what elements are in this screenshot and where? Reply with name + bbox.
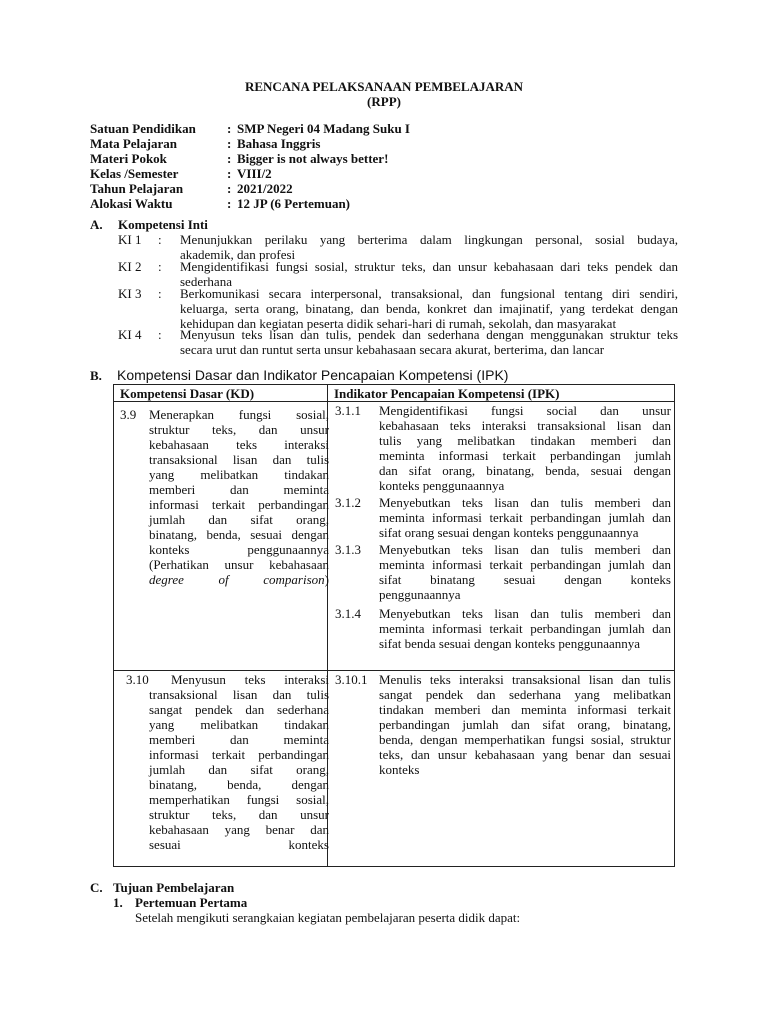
- section-a-heading: A. Kompetensi Inti: [90, 217, 208, 232]
- section-b-heading: B. Kompetensi Dasar dan Indikator Pencapaian Kompetensi (IPK): [90, 367, 509, 383]
- table-header-divider: [114, 401, 674, 402]
- intro-text: Setelah mengikuti serangkaian kegiatan pembelajaran peserta didik dapat:: [135, 910, 521, 925]
- header-kd: Kompetensi Dasar (KD): [120, 386, 255, 401]
- identity-row: Tahun Pelajaran : 2021/2022: [90, 181, 293, 196]
- section-c-heading: C. Tujuan Pembelajaran: [90, 880, 235, 895]
- header-ipk: Indikator Pencapaian Kompetensi (IPK): [334, 386, 560, 401]
- kd-ipk-table: Kompetensi Dasar (KD) Indikator Pencapaian Kompetensi (IPK) 3.9 Menerapkan fungsi sosial, struktur teks, dan unsur kebahasaan teks interaksi transaksional lisan dan tulis yang melibatkan tindakan memberi dan meminta informasi terkait perbandingan jumlah dan sifat orang, binatang, benda, sesuai dengan konteks penggunaannya (Perhatikan unsur kebahasaan degree of comparison) 3.1.1 Mengidentifikasi fungsi social dan unsur kebahasaan teks interaksi transaksional lisan dan tulis yang melibatkan tindakan memberi dan meminta informasi terkait perbandingan jumlah dan sifat orang, binatang, benda, sesuai dengan konteks penggunaannya 3.1.2 Menyebutkan teks lisan dan tulis memberi dan meminta informasi terkait perbandingan jumlah dan sifat orang sesuai dengan konteks penggunaannya 3.1.3 Menyebutkan teks lisan dan tulis memberi dan meminta informasi terkait perbandingan jumlah dan sifat binatang sesuai dengan konteks penggunaannya 3.1.4 Menyebutkan teks lisan dan tulis memberi dan meminta informasi terkait perbandingan jumlah dan sifat benda sesuai dengan konteks penggunaannya 3.10 Menyusun teks interaksi transaksional lisan dan tulis sangat pendek dan sederhana yang melibatkan tindakan memberi dan meminta informasi terkait perbandingan jumlah dan sifat orang, binatang, benda, dengan memperhatikan fungsi sosial, struktur teks, dan unsur kebahasaan yang benar dan sesuai konteks 3.10.1 Menulis teks interaksi transaksional lisan dan tulis sangat pendek dan sederhana yang melibatkan tindakan memberi dan meminta informasi terkait perbandingan jumlah dan sifat orang, binatang, benda, dengan memperhatikan fungsi sosial, struktur teks, dan unsur kebahasaan yang benar dan sesuai konteks: [113, 384, 675, 867]
- subheading-pertemuan-pertama: 1. Pertemuan Pertama: [113, 895, 248, 910]
- rpp-page: RENCANA PELAKSANAAN PEMBELAJARAN (RPP) Satuan Pendidikan : SMP Negeri 04 Madang Suku I Mata Pelajaran : Bahasa Inggris Materi Pokok : Bigger is not always better! Kelas /Semester : VIII/2 Tahun Pelajaran : 2021/2022 Alokasi Waktu : 12 JP (6 Pertemuan) A. Kompetensi Inti KI 1 : Menunjukkan perilaku yang berterima dalam lingkungan personal, sosial budaya, akademik, dan profesi KI 2 : Mengidentifikasi fungsi sosial, struktur teks, dan unsur kebahasaan dari teks pendek dan sederhana KI 3 : Berkomunikasi secara interpersonal, transaksional, dan fungsional tentang diri sendiri, keluarga, serta orang, binatang, dan benda, konkret dan imajinatif, yang terdekat dengan kehidupan dan kegiatan peserta didik sehari-hari di rumah, sekolah, dan masyarakat KI 4 : Menyusun teks lisan dan tulis, pendek dan sederhana dengan menggunakan struktur teks secara urut dan runtut serta unsur kebahasaan secara akurat, berterima, dan lancar B. Kompetensi Dasar dan Indikator Pencapaian Kompetensi (IPK) Kompetensi Dasar (KD) Indikator Pencapaian Kompetensi (IPK) 3.9 Menerapkan fungsi sosial, struktur teks, dan unsur kebahasaan teks interaksi transaksional lisan dan tulis yang melibatkan tindakan memberi dan meminta informasi terkait perbandingan jumlah dan sifat orang, binatang, benda, sesuai dengan konteks penggunaannya (Perhatikan unsur kebahasaan degree of comparison) 3.1.1 Mengidentifikasi fungsi social dan unsur kebahasaan teks interaksi transaksional lisan dan tulis yang melibatkan tindakan memberi dan meminta informasi terkait perbandingan jumlah dan sifat orang, binatang, benda, sesuai dengan konteks penggunaannya 3.1.2 Menyebutkan teks lisan dan tulis memberi dan meminta informasi terkait perbandingan jumlah dan sifat orang sesuai dengan konteks penggunaannya 3.1.3 Menyebutkan teks lisan dan tulis memberi dan meminta informasi terkait perbandingan jumlah dan sifat binatang sesuai dengan konteks penggunaannya 3.1.4 Menyebutkan teks lisan dan tulis memberi dan meminta informasi terkait perbandingan jumlah dan sifat benda sesuai dengan konteks penggunaannya 3.10 Menyusun teks interaksi transaksional lisan dan tulis sangat pendek dan sederhana yang melibatkan tindakan memberi dan meminta informasi terkait perbandingan jumlah dan sifat orang, binatang, benda, dengan memperhatikan fungsi sosial, struktur teks, dan unsur kebahasaan yang benar dan sesuai konteks 3.10.1 Menulis teks interaksi transaksional lisan dan tulis sangat pendek dan sederhana yang melibatkan tindakan memberi dan meminta informasi terkait perbandingan jumlah dan sifat orang, binatang, benda, dengan memperhatikan fungsi sosial, struktur teks, dan unsur kebahasaan yang benar dan sesuai konteks C. Tujuan Pembelajaran 1. Pertemuan Pertama Setelah mengikuti serangkaian kegiatan pembelajaran peserta didik dapat:: [0, 0, 768, 1024]
- identity-row: Materi Pokok : Bigger is not always better!: [90, 151, 389, 166]
- identity-row: Mata Pelajaran : Bahasa Inggris: [90, 136, 321, 151]
- document-subtitle: (RPP): [367, 94, 401, 109]
- identity-row: Kelas /Semester : VIII/2: [90, 166, 272, 181]
- identity-row: Satuan Pendidikan : SMP Negeri 04 Madang Suku I: [90, 121, 410, 136]
- identity-block: [90, 121, 410, 211]
- document-title: RENCANA PELAKSANAAN PEMBELAJARAN: [244, 79, 524, 94]
- identity-row: Alokasi Waktu : 12 JP (6 Pertemuan): [90, 196, 351, 211]
- table-row-divider: [114, 670, 674, 671]
